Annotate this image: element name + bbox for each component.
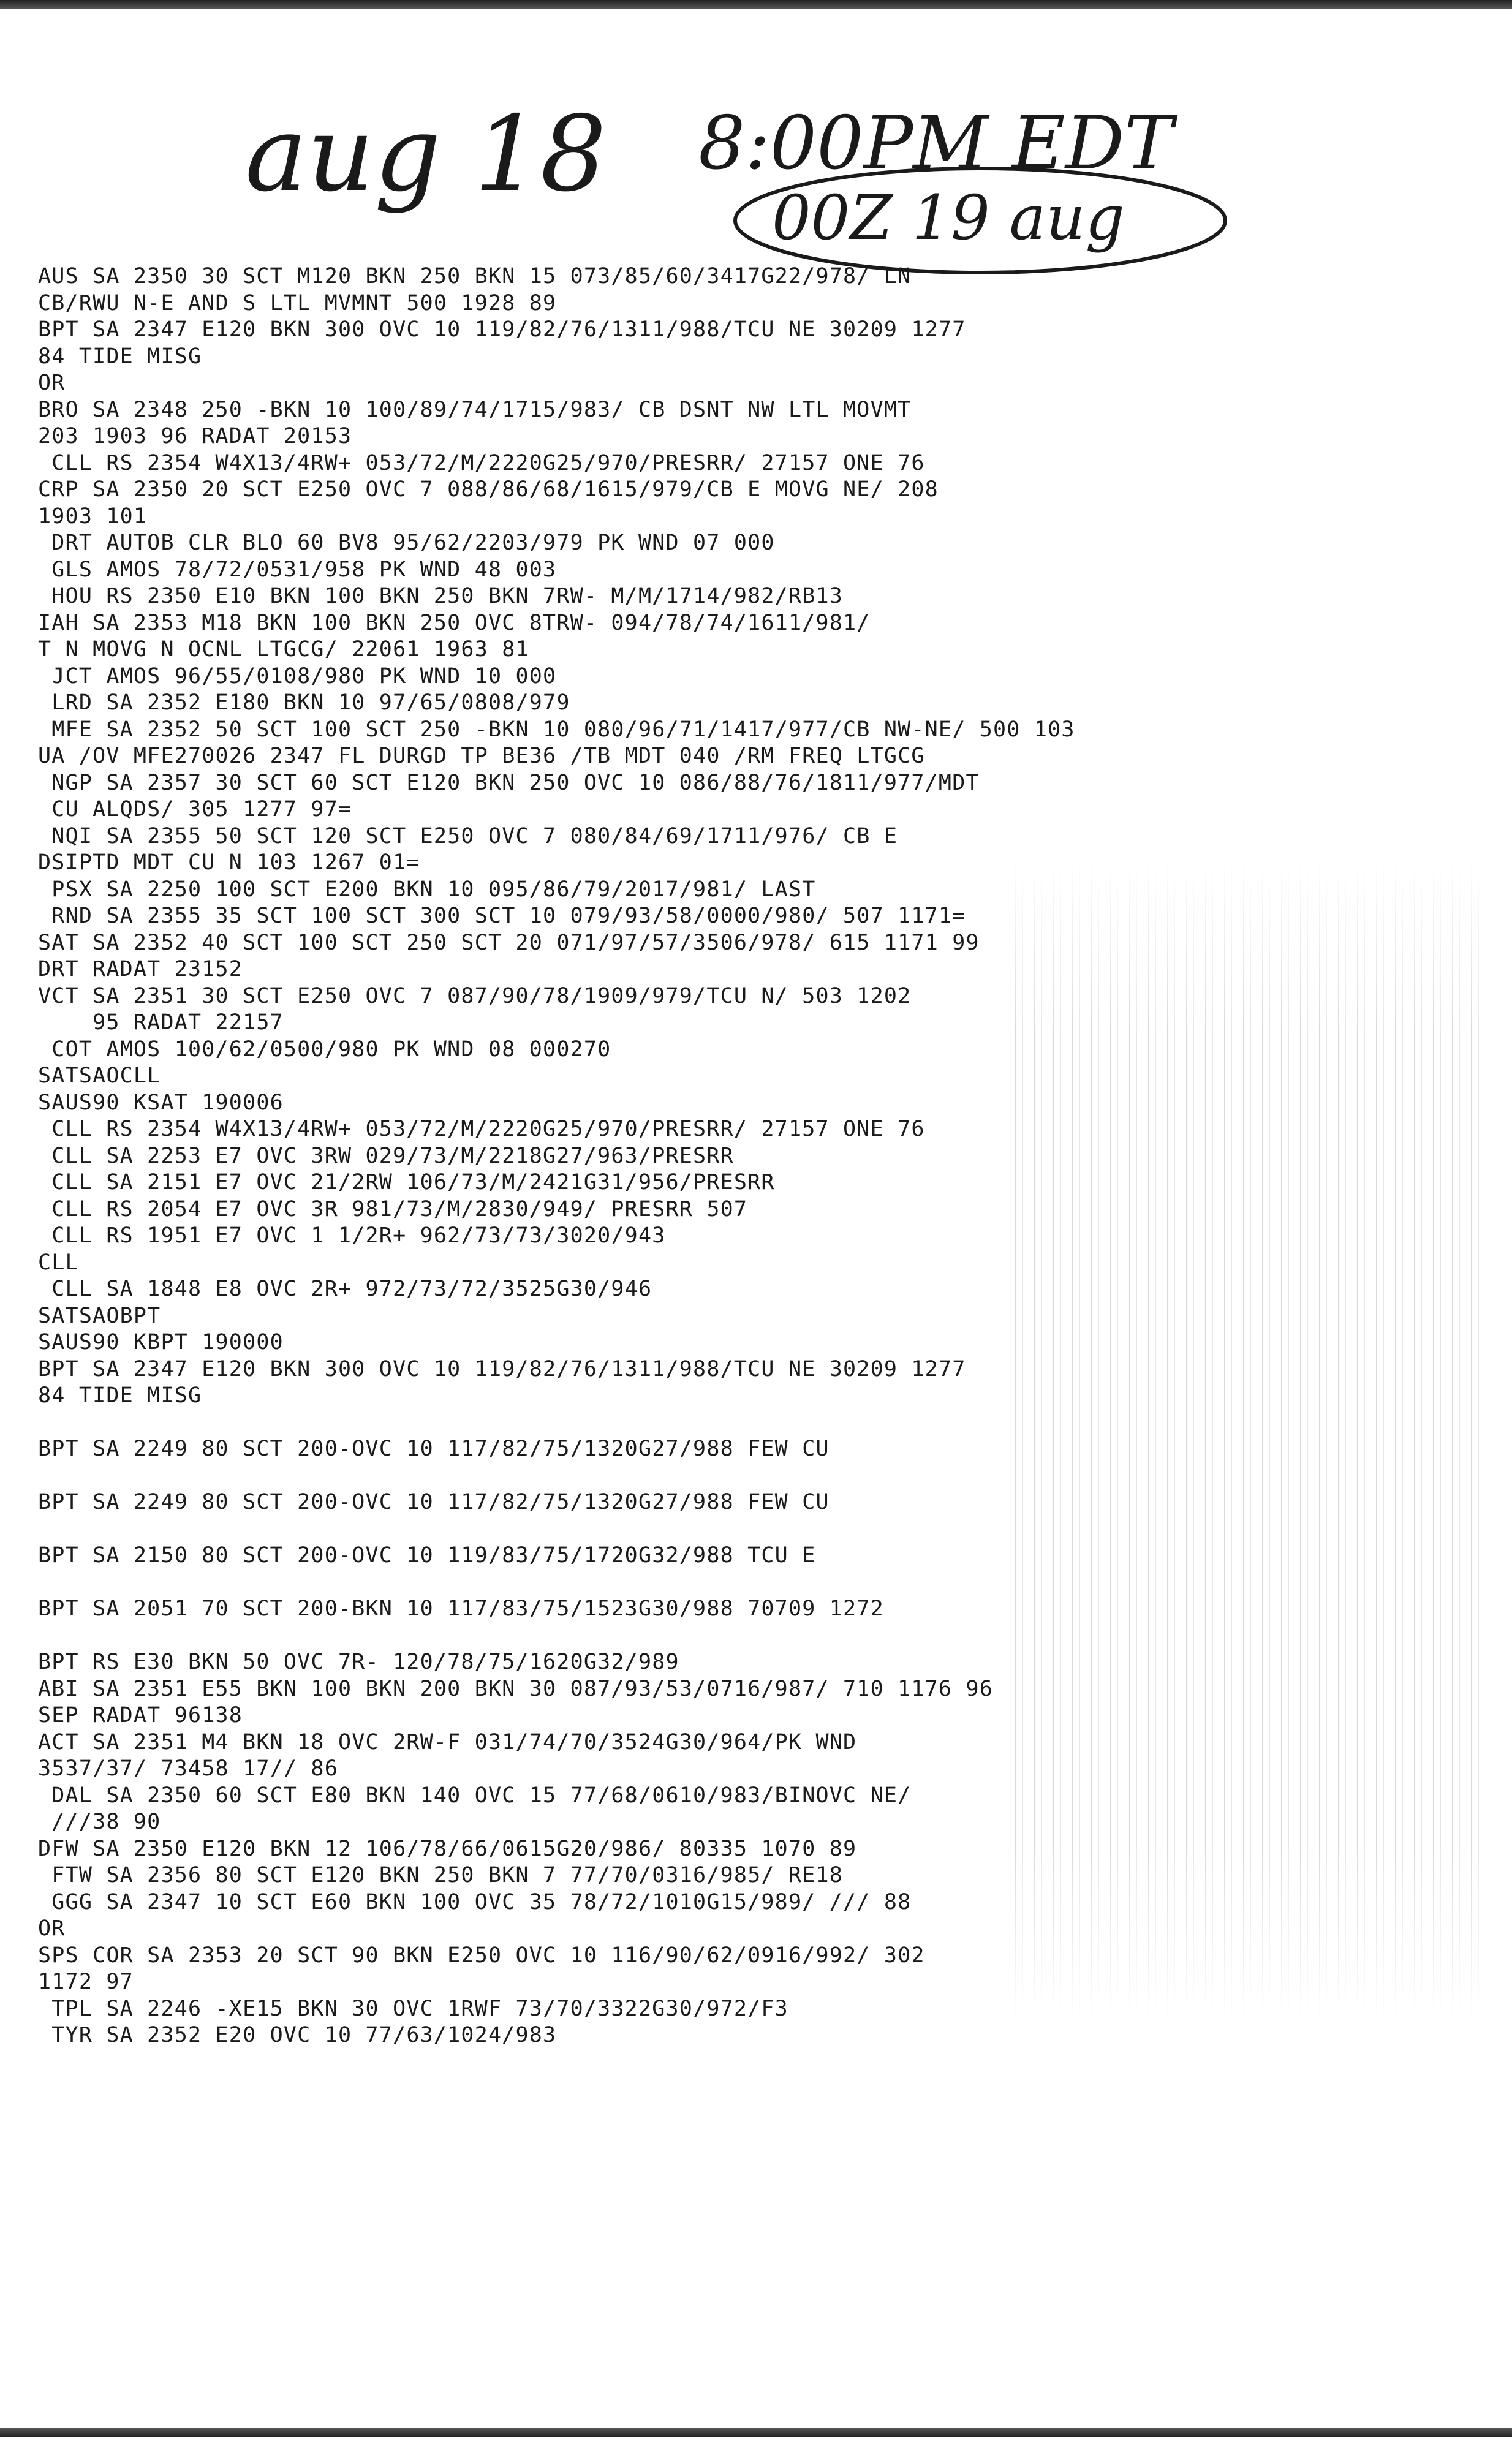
report-line — [38, 1516, 1496, 1543]
report-line: GGG SA 2347 10 SCT E60 BKN 100 OVC 35 78/72/1010G15/989/ /// 88 — [38, 1889, 912, 1914]
report-line: ABI SA 2351 E55 BKN 100 BKN 200 BKN 30 087/93/53/0716/987/ 710 1176 96 — [38, 1676, 994, 1701]
weather-teletype-report — [38, 263, 1496, 2049]
report-line: JCT AMOS 96/55/0108/980 PK WND 10 000 — [38, 663, 557, 689]
report-line: 84 TIDE MISG — [38, 344, 202, 369]
report-line: BPT RS E30 BKN 50 OVC 7R- 120/78/75/1620G32/989 — [38, 1650, 679, 1674]
report-line: BPT SA 2150 80 SCT 200-OVC 10 119/83/75/1720G32/988 TCU E — [38, 1543, 816, 1568]
report-line: BPT SA 2249 80 SCT 200-OVC 10 117/82/75/1320G27/988 FEW CU — [38, 1490, 830, 1514]
report-line: 84 TIDE MISG — [38, 1383, 202, 1408]
report-line: TPL SA 2246 -XE15 BKN 30 OVC 1RWF 73/70/3322G30/972/F3 — [38, 1996, 788, 2021]
report-line: RND SA 2355 35 SCT 100 SCT 300 SCT 10 079/93/58/0000/980/ 507 1171= — [38, 904, 966, 928]
report-line: CLL RS 2354 W4X13/4RW+ 053/72/M/2220G25/970/PRESRR/ 27157 ONE 76 — [38, 450, 925, 475]
report-line: SEP RADAT 96138 — [38, 1703, 243, 1728]
report-line: CLL SA 2151 E7 OVC 21/2RW 106/73/M/2421G31/956/PRESRR — [38, 1170, 775, 1195]
report-line: CRP SA 2350 20 SCT E250 OVC 7 088/86/68/1615/979/CB E MOVG NE/ 208 — [38, 477, 939, 502]
report-line: OR — [38, 371, 66, 395]
scan-top-edge — [0, 0, 1512, 9]
report-line: CLL SA 2253 E7 OVC 3RW 029/73/M/2218G27/963/PRESRR — [38, 1143, 734, 1168]
report-line: PSX SA 2250 100 SCT E200 BKN 10 095/86/79/2017/981/ LAST — [38, 877, 816, 902]
report-line: SAUS90 KSAT 190006 — [38, 1090, 284, 1115]
report-line: CLL — [38, 1250, 79, 1275]
report-line: SAUS90 KBPT 190000 — [38, 1330, 284, 1355]
report-line: DRT AUTOB CLR BLO 60 BV8 95/62/2203/979 PK WND 07 000 — [38, 531, 775, 555]
report-line — [38, 1463, 1496, 1490]
report-line: CB/RWU N-E AND S LTL MVMNT 500 1928 89 — [38, 290, 557, 315]
report-line: OR — [38, 1916, 66, 1941]
report-line: BPT SA 2249 80 SCT 200-OVC 10 117/82/75/1320G27/988 FEW CU — [38, 1437, 830, 1461]
report-line: IAH SA 2353 M18 BKN 100 BKN 250 OVC 8TRW- 094/78/74/1611/981/ — [38, 610, 871, 635]
report-line: NGP SA 2357 30 SCT 60 SCT E120 BKN 250 OVC 10 086/88/76/1811/977/MDT — [38, 770, 980, 795]
report-line: BPT SA 2347 E120 BKN 300 OVC 10 119/82/76/1311/988/TCU NE 30209 1277 — [38, 317, 966, 342]
report-line: AUS SA 2350 30 SCT M120 BKN 250 BKN 15 073/85/60/3417G22/978/ LN — [38, 264, 912, 289]
report-line: HOU RS 2350 E10 BKN 100 BKN 250 BKN 7RW- M/M/1714/982/RB13 — [38, 584, 844, 608]
report-line: ///38 90 — [38, 1810, 161, 1834]
report-line: 95 RADAT 22157 — [38, 1010, 284, 1035]
report-line: NQI SA 2355 50 SCT 120 SCT E250 OVC 7 080/84/69/1711/976/ CB E — [38, 823, 898, 848]
report-line: T N MOVG N OCNL LTGCG/ 22061 1963 81 — [38, 637, 529, 662]
report-line: COT AMOS 100/62/0500/980 PK WND 08 000270 — [38, 1037, 611, 1062]
handwritten-local-time: 8:00PM EDT — [698, 101, 1174, 186]
report-line: DAL SA 2350 60 SCT E80 BKN 140 OVC 15 77/68/0610/983/BINOVC NE/ — [38, 1783, 912, 1808]
report-line: VCT SA 2351 30 SCT E250 OVC 7 087/90/78/1909/979/TCU N/ 503 1202 — [38, 983, 912, 1008]
report-line: GLS AMOS 78/72/0531/958 PK WND 48 003 — [38, 557, 557, 582]
report-line: TYR SA 2352 E20 OVC 10 77/63/1024/983 — [38, 2023, 557, 2047]
handwritten-utc-time: 00Z 19 aug — [772, 182, 1125, 254]
report-line: 3537/37/ 73458 17// 86 — [38, 1756, 338, 1781]
report-line: BPT SA 2051 70 SCT 200-BKN 10 117/83/75/1523G30/988 70709 1272 — [38, 1596, 884, 1621]
report-line: 1172 97 — [38, 1970, 134, 1994]
report-line: SATSAOBPT — [38, 1303, 161, 1328]
report-line — [38, 1570, 1496, 1596]
report-line: CLL RS 1951 E7 OVC 1 1/2R+ 962/73/73/3020/943 — [38, 1223, 666, 1248]
report-line: MFE SA 2352 50 SCT 100 SCT 250 -BKN 10 080/96/71/1417/977/CB NW-NE/ 500 103 — [38, 717, 1075, 742]
report-line: FTW SA 2356 80 SCT E120 BKN 250 BKN 7 77/70/0316/985/ RE18 — [38, 1863, 844, 1887]
report-line: SPS COR SA 2353 20 SCT 90 BKN E250 OVC 10 116/90/62/0916/992/ 302 — [38, 1943, 925, 1968]
handwritten-date: aug 18 — [245, 94, 607, 215]
report-line: UA /OV MFE270026 2347 FL DURGD TP BE36 /TB MDT 040 /RM FREQ LTGCG — [38, 744, 925, 768]
report-line: BRO SA 2348 250 -BKN 10 100/89/74/1715/983/ CB DSNT NW LTL MOVMT — [38, 397, 912, 422]
report-line: DSIPTD MDT CU N 103 1267 01= — [38, 850, 420, 875]
report-line: 203 1903 96 RADAT 20153 — [38, 424, 352, 448]
report-line: DRT RADAT 23152 — [38, 957, 243, 981]
report-line: CLL RS 2354 W4X13/4RW+ 053/72/M/2220G25/970/PRESRR/ 27157 ONE 76 — [38, 1117, 925, 1141]
report-line: CU ALQDS/ 305 1277 97= — [38, 797, 352, 822]
report-line: BPT SA 2347 E120 BKN 300 OVC 10 119/82/76/1311/988/TCU NE 30209 1277 — [38, 1356, 966, 1381]
report-line: ACT SA 2351 M4 BKN 18 OVC 2RW-F 031/74/70/3524G30/964/PK WND — [38, 1729, 857, 1755]
report-line: SAT SA 2352 40 SCT 100 SCT 250 SCT 20 071/97/57/3506/978/ 615 1171 99 — [38, 930, 980, 955]
report-line: CLL SA 1848 E8 OVC 2R+ 972/73/72/3525G30/946 — [38, 1277, 652, 1301]
report-line: 1903 101 — [38, 504, 148, 529]
report-line: CLL RS 2054 E7 OVC 3R 981/73/M/2830/949/ PRESRR 507 — [38, 1196, 748, 1222]
report-line: DFW SA 2350 E120 BKN 12 106/78/66/0615G20/986/ 80335 1070 89 — [38, 1836, 857, 1861]
scan-bottom-edge — [0, 2428, 1512, 2437]
report-line: LRD SA 2352 E180 BKN 10 97/65/0808/979 — [38, 690, 570, 715]
report-line — [38, 1410, 1496, 1437]
handwritten-annotation — [221, 37, 1250, 282]
report-line: SATSAOCLL — [38, 1064, 161, 1088]
report-line — [38, 1623, 1496, 1650]
